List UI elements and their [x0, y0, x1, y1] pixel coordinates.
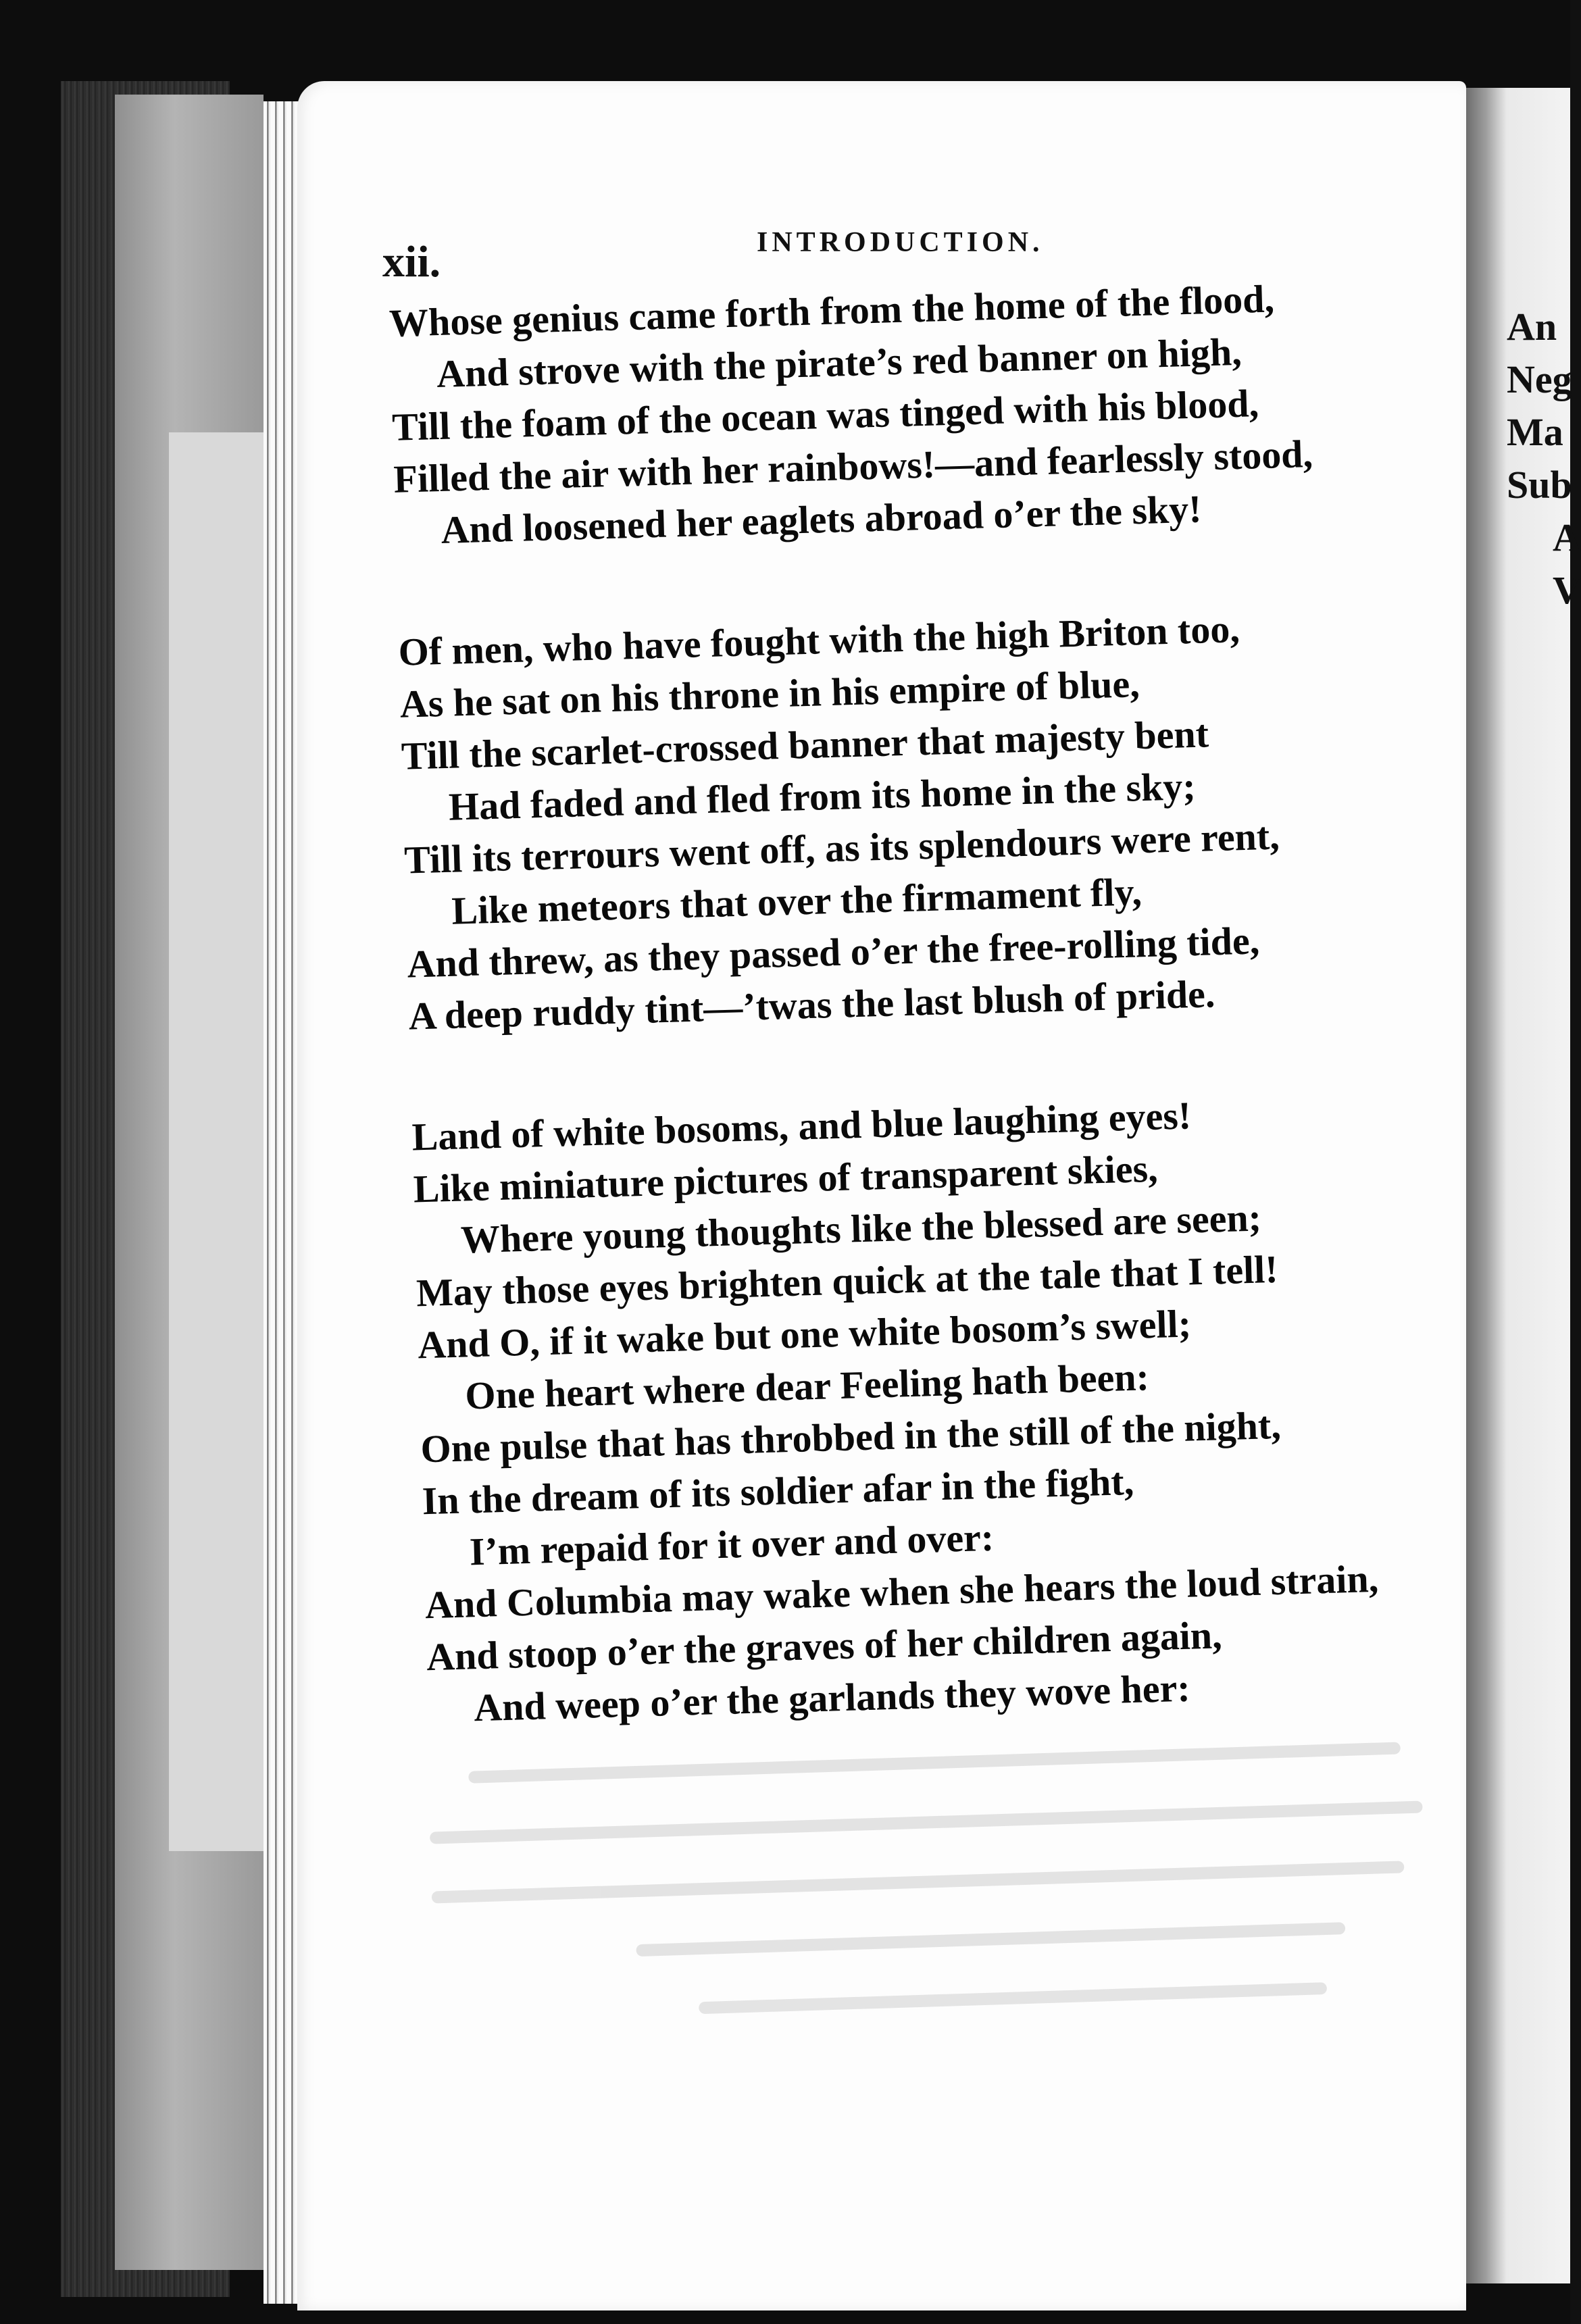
poem-line: And weep o’er the garlands they wove her:: [473, 1665, 1191, 1730]
poem-line: And loosened her eaglets abroad o’er the sky!: [440, 486, 1203, 552]
facing-page-fragment: Neg: [1507, 357, 1572, 401]
facing-page-fragment: An: [1507, 305, 1557, 349]
poem-stanza: [388, 267, 1476, 557]
poem-line: May those eyes brighten quick at the tale that I tell!: [416, 1246, 1279, 1315]
poem-line: One heart where dear Feeling hath been:: [464, 1355, 1150, 1418]
page-number: xii.: [382, 237, 441, 286]
poem-stanza: [411, 1081, 1509, 1735]
poem-line: And stoop o’er the graves of her children again,: [426, 1613, 1223, 1679]
poem-stanza: [398, 596, 1490, 1042]
poem-line: Till the scarlet-crossed banner that majesty bent: [401, 711, 1209, 778]
poem-line: As he sat on his throne in his empire of blue,: [399, 661, 1140, 726]
facing-page-fragment: Ma: [1507, 410, 1563, 454]
poem-line: Like meteors that over the firmament fly,: [451, 869, 1143, 933]
facing-page-fragment: Sub: [1507, 463, 1572, 507]
facing-page-fragment: V: [1553, 568, 1581, 612]
running-head: INTRODUCTION.: [757, 227, 1044, 258]
poem-line: And O, if it wake but one white bosom’s swell;: [417, 1301, 1192, 1367]
facing-page-text: [1507, 301, 1581, 617]
poem-line: A deep ruddy tint—’twas the last blush of pride.: [407, 971, 1216, 1038]
poem-line: And Columbia may wake when she hears the loud strain,: [424, 1556, 1379, 1627]
poem-line: And threw, as they passed o’er the free-rolling tide,: [406, 918, 1260, 986]
poem-line: And strove with the pirate’s red banner on high,: [436, 329, 1243, 397]
poem-line: Like miniature pictures of transparent skies,: [412, 1146, 1159, 1211]
bleed-through-text: [428, 1741, 1451, 2083]
poem-line: Whose genius came forth from the home of the flood,: [388, 276, 1275, 345]
facing-page-fragment: A: [1553, 515, 1581, 559]
poem: [388, 267, 1511, 1804]
poem-line: Till the foam of the ocean was tinged with his blood,: [391, 381, 1259, 449]
poem-line: One pulse that has throbbed in the still of the night,: [420, 1403, 1282, 1471]
poem-line: Had faded and fled from its home in the sky;: [448, 763, 1197, 829]
poem-line: Land of white bosoms, and blue laughing eyes!: [411, 1093, 1192, 1159]
poem-line: Till its terrours went off, as its splendours were rent,: [403, 813, 1280, 882]
poem-line: Of men, who have fought with the high Briton too,: [397, 607, 1240, 674]
poem-line: In the dream of its soldier afar in the fight,: [421, 1459, 1134, 1523]
poem-line: Where young thoughts like the blessed are seen;: [460, 1195, 1262, 1262]
poem-line: Filled the air with her rainbows!—and fearlessly stood,: [393, 431, 1313, 501]
poem-line: I’m repaid for it over and over:: [468, 1515, 995, 1574]
cover-endpaper: [169, 432, 277, 1851]
